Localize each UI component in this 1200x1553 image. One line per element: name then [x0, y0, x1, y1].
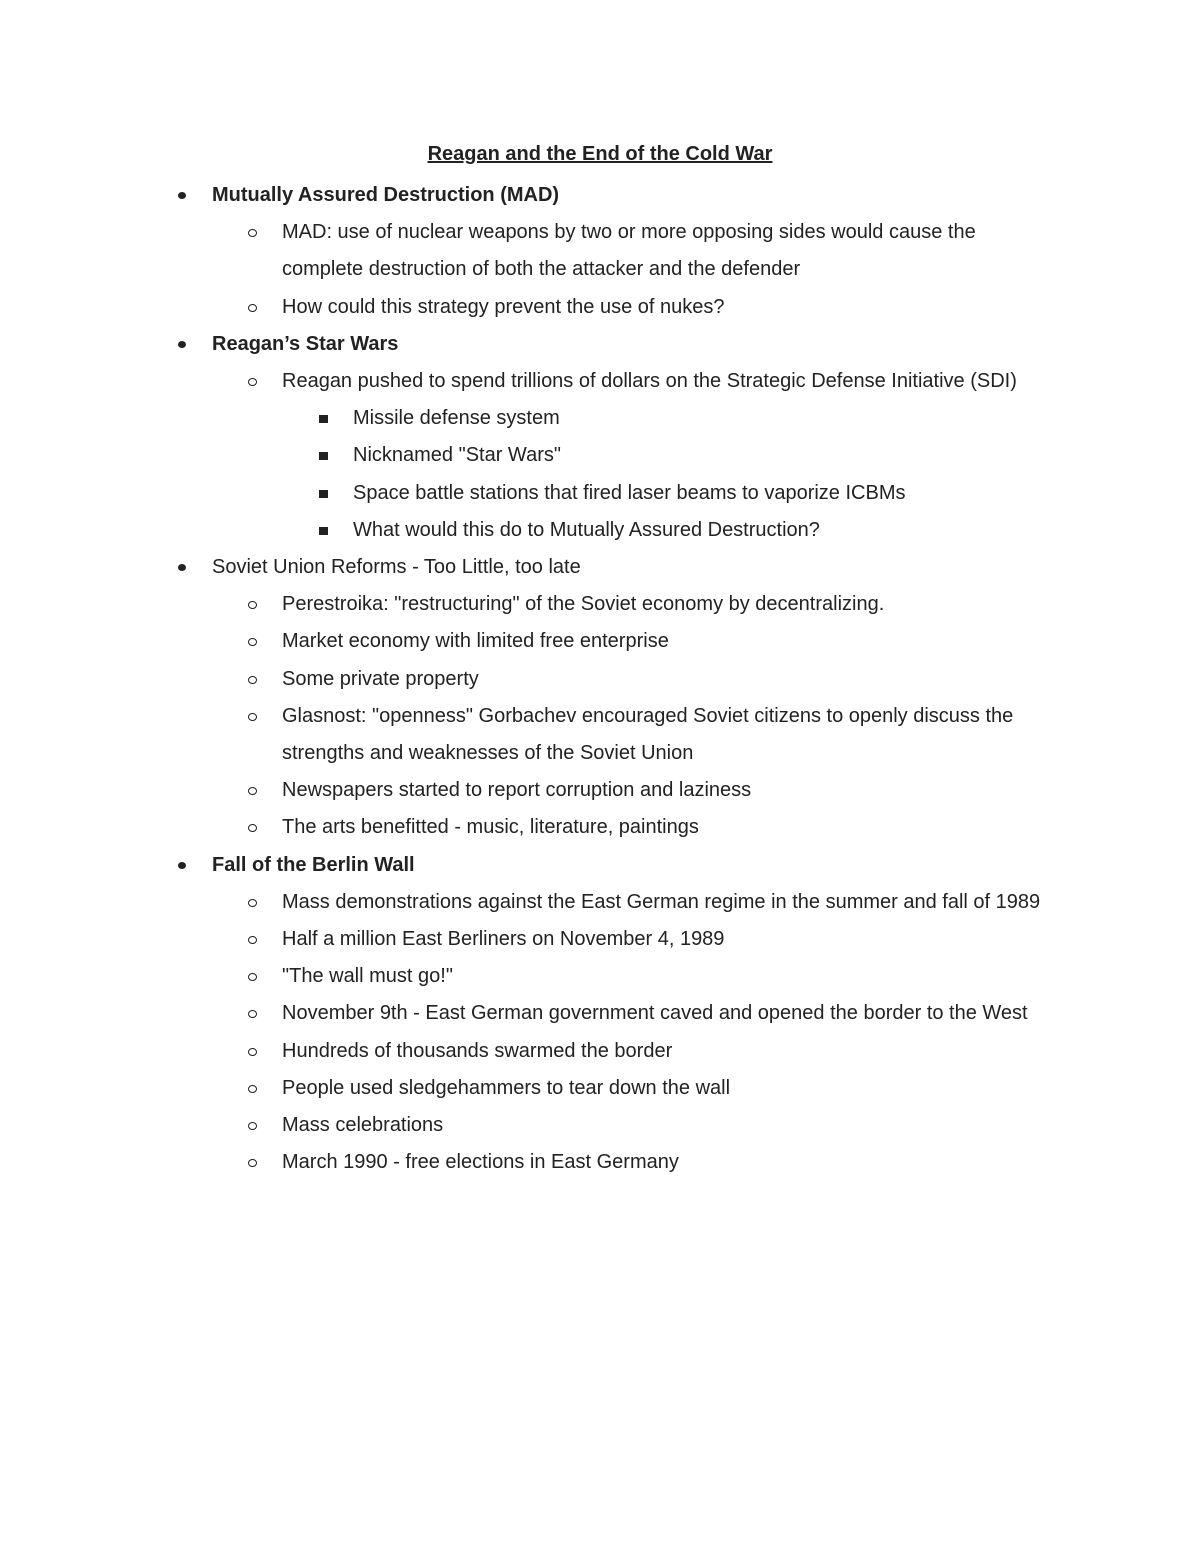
outline-item-text: Space battle stations that fired laser beams to vaporize ICBMs	[353, 481, 906, 504]
outline-item-level-2	[0, 1107, 1200, 1144]
outline-item-text: Mass celebrations	[282, 1114, 444, 1137]
outline-item-text: The arts benefitted - music, literature, paintings	[282, 816, 699, 839]
circle-bullet-icon	[248, 936, 257, 944]
outline-item-text: Market economy with limited free enterprise	[282, 630, 669, 653]
outline-item-level-2	[0, 586, 1200, 623]
outline-item-level-2	[0, 661, 1200, 698]
circle-bullet-icon	[248, 1085, 257, 1093]
outline-item-level-2	[0, 809, 1200, 846]
outline-item-level-3	[0, 512, 1200, 549]
outline-item-level-2	[0, 921, 1200, 958]
outline-list	[0, 177, 1200, 1181]
outline-item-level-3	[0, 400, 1200, 437]
outline-item-level-1	[0, 326, 1200, 363]
outline-item-text: Glasnost: "openness" Gorbachev encouraged Soviet citizens to openly discuss the strengths and weaknesses of the Soviet Union	[282, 704, 1014, 765]
outline-item-text: Missile defense system	[353, 407, 560, 430]
outline-item-text: Newspapers started to report corruption and laziness	[282, 779, 752, 802]
circle-bullet-icon	[248, 1010, 257, 1018]
disc-bullet-icon	[178, 862, 186, 869]
circle-bullet-icon	[248, 1159, 257, 1167]
outline-item-text: November 9th - East German government caved and opened the border to the West	[282, 1002, 1028, 1025]
outline-item-level-1	[0, 549, 1200, 586]
outline-item-level-3	[0, 437, 1200, 474]
outline-item-level-2	[0, 289, 1200, 326]
outline-item-text: Some private property	[282, 667, 479, 690]
outline-item-text: Half a million East Berliners on November 4, 1989	[282, 928, 725, 951]
outline-item-level-1	[0, 177, 1200, 214]
square-bullet-icon	[319, 452, 328, 460]
outline-item-text: Hundreds of thousands swarmed the border	[282, 1039, 673, 1062]
circle-bullet-icon	[248, 1122, 257, 1130]
outline-item-text: MAD: use of nuclear weapons by two or more opposing sides would cause the complete destruction of both the attacker and the defender	[282, 221, 976, 281]
document-title: Reagan and the End of the Cold War	[427, 143, 773, 165]
outline-item-text: People used sledgehammers to tear down the wall	[282, 1076, 731, 1099]
square-bullet-icon	[319, 490, 328, 498]
outline-item-text: Reagan pushed to spend trillions of dollars on the Strategic Defense Initiative (SDI)	[282, 370, 1017, 393]
outline-item-level-2	[0, 623, 1200, 660]
outline-item-level-2	[0, 958, 1200, 995]
outline-item-level-2	[0, 1033, 1200, 1070]
outline-item-level-2	[0, 214, 1200, 288]
outline-item-level-2	[0, 995, 1200, 1032]
outline-item-text: What would this do to Mutually Assured Destruction?	[353, 518, 820, 541]
circle-bullet-icon	[248, 378, 257, 386]
outline-item-text: Soviet Union Reforms - Too Little, too late	[212, 556, 581, 579]
circle-bullet-icon	[248, 1048, 257, 1056]
outline-item-text: How could this strategy prevent the use of nukes?	[282, 295, 725, 318]
outline-item-level-2	[0, 698, 1200, 772]
circle-bullet-icon	[248, 787, 257, 795]
outline-item-level-2	[0, 1144, 1200, 1181]
outline-item-level-3	[0, 475, 1200, 512]
outline-item-level-1	[0, 847, 1200, 884]
square-bullet-icon	[319, 415, 328, 423]
circle-bullet-icon	[248, 229, 257, 237]
outline-item-level-2	[0, 772, 1200, 809]
outline-item-text: March 1990 - free elections in East Germany	[282, 1151, 679, 1174]
circle-bullet-icon	[248, 824, 257, 832]
outline-item-text: Nicknamed "Star Wars"	[353, 444, 561, 467]
outline-item-level-2	[0, 884, 1200, 921]
circle-bullet-icon	[248, 713, 257, 721]
outline-item-level-2	[0, 1070, 1200, 1107]
outline-item-text: "The wall must go!"	[282, 965, 453, 988]
outline-item-level-2	[0, 363, 1200, 400]
disc-bullet-icon	[178, 341, 186, 348]
section-heading: Fall of the Berlin Wall	[212, 853, 415, 876]
circle-bullet-icon	[248, 638, 257, 646]
circle-bullet-icon	[248, 899, 257, 907]
circle-bullet-icon	[248, 304, 257, 312]
outline-item-text: Perestroika: "restructuring" of the Soviet economy by decentralizing.	[282, 593, 885, 616]
outline-item-text: Mass demonstrations against the East German regime in the summer and fall of 1989	[282, 890, 1041, 913]
disc-bullet-icon	[178, 192, 186, 199]
circle-bullet-icon	[248, 601, 257, 609]
disc-bullet-icon	[178, 564, 186, 571]
circle-bullet-icon	[248, 676, 257, 684]
section-heading: Reagan’s Star Wars	[212, 332, 399, 355]
section-heading: Mutually Assured Destruction (MAD)	[212, 184, 560, 206]
square-bullet-icon	[319, 527, 328, 535]
circle-bullet-icon	[248, 973, 257, 981]
